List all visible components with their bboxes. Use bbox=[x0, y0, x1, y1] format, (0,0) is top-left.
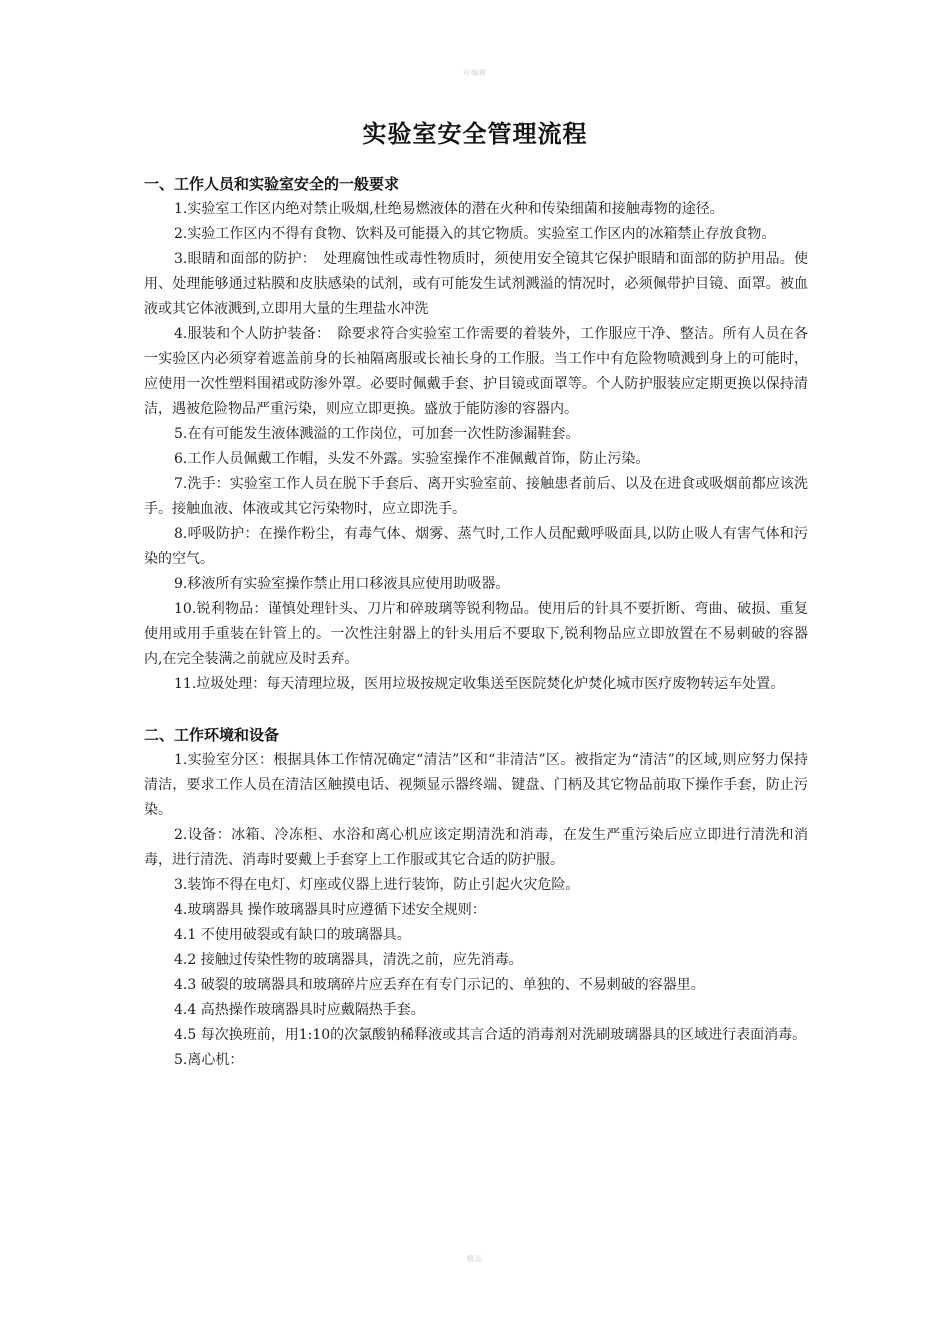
document-body bbox=[144, 172, 808, 1073]
section-heading-general-requirements: 一、工作人员和实验室安全的一般要求 bbox=[144, 175, 400, 193]
paragraph-equipment-cleaning: 2.设备：冰箱、冷冻柜、水浴和离心机应该定期清洗和消毒，在发生严重污染后应立即进行清洗和消毒，进行清洗、消毒时要戴上手套穿上工作服或其它合适的防护服。 bbox=[144, 827, 808, 868]
paragraph-respiratory-protection: 8.呼吸防护：在操作粉尘，有毒气体、烟雾、蒸气时,工作人员配戴呼吸面具,以防止吸人有害气体和污染的空气。 bbox=[144, 526, 808, 567]
paragraph-hand-washing: 7.洗手：实验室工作人员在脱下手套后、离开实验室前、接触患者前后、以及在进食或吸烟前都应该洗手。接触血液、体液或其它污染物时，应立即洗手。 bbox=[144, 476, 808, 517]
section-heading-environment-equipment: 二、工作环境和设备 bbox=[144, 726, 280, 744]
paragraph-shoe-covers: 5.在有可能发生液体溅溢的工作岗位，可加套一次性防渗漏鞋套。 bbox=[174, 426, 580, 442]
paragraph-food-ban: 2.实验工作区内不得有食物、饮料及可能摄入的其它物质。实验室工作区内的冰箱禁止存放食物。 bbox=[174, 226, 776, 242]
paragraph-lab-zoning: 1.实验室分区：根据具体工作情况确定“清洁”区和“非清洁”区。被指定为“清洁”的区域,则应努力保持清洁，要求工作人员在清洁区触摸电话、视频显示器终端、键盘、门柄及其它物品前取下操作手套，防止污染。 bbox=[144, 752, 808, 818]
paragraph-pipetting: 9.移液所有实验室操作禁止用口移液具应使用助吸器。 bbox=[174, 576, 510, 592]
paragraph-work-cap: 6.工作人员佩戴工作帽，头发不外露。实验室操作不准佩戴首饰，防止污染。 bbox=[174, 451, 650, 467]
header-watermark: 可编辑 bbox=[463, 69, 487, 77]
paragraph-glassware-disinfection: 4.5 每次换班前，用1:10的次氯酸钠稀释液或其言合适的消毒剂对洗刷玻璃器具的区域进行表面消毒。 bbox=[174, 1027, 807, 1043]
list-item-glassware-2: 4.2 接触过传染性物的玻璃器具，清洗之前，应先消毒。 bbox=[174, 952, 523, 968]
paragraph-waste-disposal: 11.垃圾处理：每天清理垃圾，医用垃圾按规定收集送至医院焚化炉焚化城市医疗废物转运车处置。 bbox=[174, 676, 785, 692]
document-title: 实验室安全管理流程 bbox=[362, 120, 588, 148]
paragraph-sharps: 10.锐利物品：谨慎处理针头、刀片和碎玻璃等锐利物品。使用后的针具不要折断、弯曲、破损、重复使用或用手重装在针管上的。一次性注射器上的针头用后不要取下,锐利物品应立即放置在不易刺破的容器内,在完全装满之前就应及时丢弃。 bbox=[144, 601, 808, 667]
paragraph-glassware-rules: 4.玻璃器具 操作玻璃器具时应遵循下述安全规则： bbox=[174, 902, 486, 918]
footer-watermark: 精品 bbox=[467, 1255, 483, 1263]
paragraph-centrifuge: 5.离心机： bbox=[174, 1052, 244, 1068]
paragraph-eye-face-protection: 3.眼睛和面部的防护： 处理腐蚀性或毒性物质时，须使用安全镜其它保护眼睛和面部的防护用品。使用、处理能够通过粘膜和皮肤感染的试剂，或有可能发生试剂溅溢的情况时，必须佩带护目镜、面罩。被血液或其它体液溅到,立即用大量的生理盐水冲洗 bbox=[144, 251, 808, 317]
list-item-glassware-3: 4.3 破裂的玻璃器具和玻璃碎片应丢弃在有专门示记的、单独的、不易刺破的容器里。 bbox=[174, 977, 705, 993]
paragraph-decoration-ban: 3.装饰不得在电灯、灯座或仪器上进行装饰，防止引起火灾危险。 bbox=[174, 877, 580, 893]
paragraph-clothing-ppe: 4.服装和个人防护装备： 除要求符合实验室工作需要的着装外，工作服应干净、整洁。所有人员在各一实验区内必须穿着遮盖前身的长袖隔离服或长袖长身的工作服。当工作中有危险物喷溅到身上的可能时，应使用一次性塑料围裙或防渗外罩。必要时佩戴手套、护目镜或面罩等。个人防护服装应定期更换以保持清洁，遇被危险物品严重污染，则应立即更换。盛放于能防渗的容器内。 bbox=[144, 326, 808, 417]
paragraph-smoking-ban: 1.实验室工作区内绝对禁止吸烟,杜绝易燃液体的潜在火种和传染细菌和接触毒物的途径。 bbox=[174, 201, 724, 217]
list-item-glassware-1: 4.1 不使用破裂或有缺口的玻璃器具。 bbox=[174, 927, 411, 943]
list-item-glassware-4: 4.4 高热操作玻璃器具时应戴隔热手套。 bbox=[174, 1002, 425, 1018]
section-spacer bbox=[144, 697, 808, 723]
